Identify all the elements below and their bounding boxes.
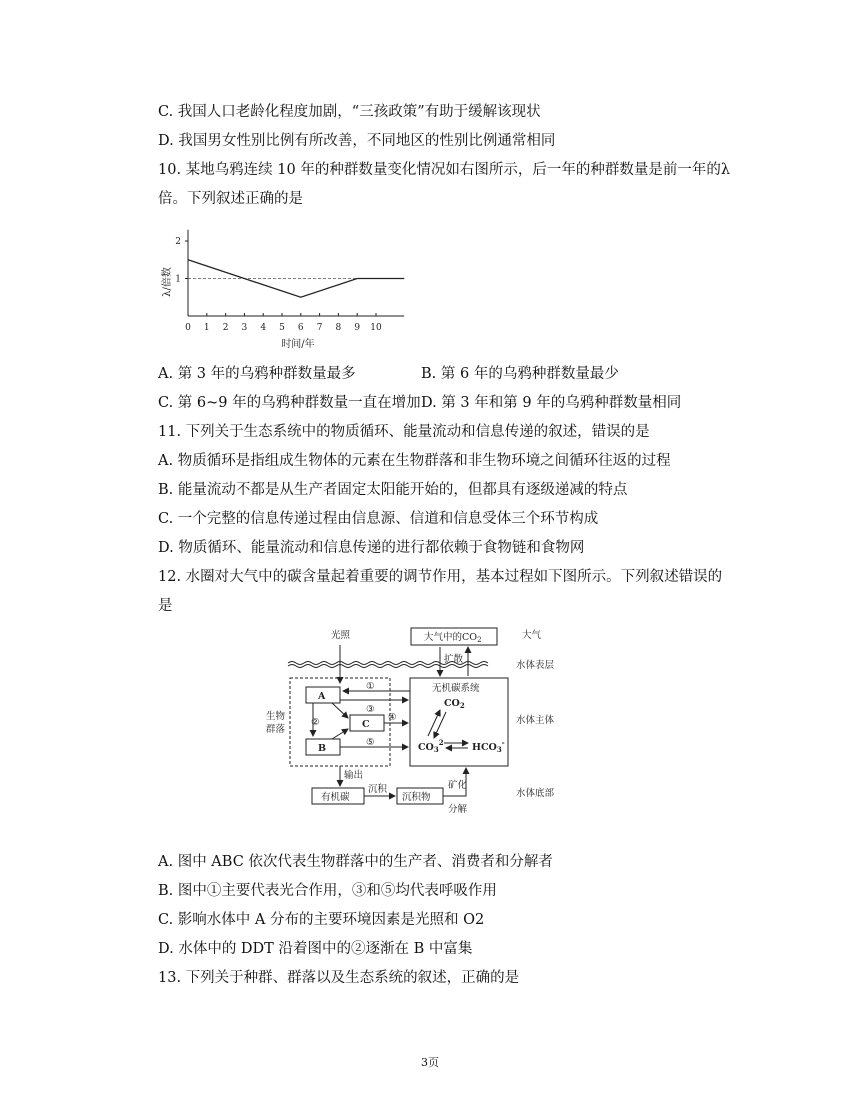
hco3-label: $HCO_3^-$ [472, 738, 505, 754]
q11-option-c: C. 一个完整的信息传递过程由信息源、信道和信息受体三个环节构成 [158, 511, 599, 527]
q10-option-c: C. 第 6~9 年的乌鸦种群数量一直在增加 [158, 395, 421, 411]
q11-option-a: A. 物质循环是指组成生物体的元素在生物群落和非生物环境之间循环往返的过程 [158, 453, 671, 469]
chart-x-tick-label: 7 [316, 323, 323, 333]
chart-x-tick-label: 4 [260, 323, 267, 333]
organic-carbon-label: 有机碳 [321, 792, 350, 803]
arrow-5-label: ⑤ [366, 737, 375, 748]
arrow-3-label: ③ [366, 704, 375, 715]
chart-y-tick-label: 2 [175, 237, 181, 247]
chart-x-tick-label: 2 [222, 323, 229, 333]
output-label: 输出 [344, 770, 364, 781]
arrow-1-label: ① [366, 681, 375, 692]
q10-option-a: A. 第 3 年的乌鸦种群数量最多 [158, 366, 356, 382]
box-b-label: B [318, 743, 327, 754]
q13-stem: 13. 下列关于种群、群落以及生态系统的叙述，正确的是 [158, 970, 520, 986]
water-body-label: 水体主体 [516, 715, 555, 726]
chart-x-tick-label: 0 [185, 323, 191, 333]
atm-co2-label: 大气中的$CO_2$ [424, 632, 482, 644]
q9-option-c: C. 我国人口老龄化程度加剧，“三孩政策”有助于缓解该现状 [158, 104, 541, 120]
chart-ylabel: λ/倍数 [162, 267, 173, 297]
arrow-2-label: ② [311, 717, 320, 728]
atmosphere-label: 大气 [522, 630, 542, 641]
light-label: 光照 [331, 630, 351, 641]
q12-option-a: A. 图中 ABC 依次代表生物群落中的生产者、消费者和分解者 [158, 854, 553, 870]
q12-option-b: B. 图中①主要代表光合作用，③和⑤均代表呼吸作用 [158, 883, 497, 899]
arrow-4-label: ④ [388, 712, 397, 723]
community-label-2: 群落 [266, 724, 286, 735]
chart-x-tick-label: 6 [297, 323, 304, 333]
chart-x-tick-label: 1 [203, 323, 210, 333]
q9-option-d: D. 我国男女性别比例有所改善，不同地区的性别比例通常相同 [158, 133, 556, 149]
mineralization-label-2: 分解 [448, 804, 468, 815]
q11-option-b: B. 能量流动不都是从生产者固定太阳能开始的，但都具有逐级递减的特点 [158, 482, 628, 498]
deposition-label: 沉积 [368, 784, 388, 795]
q10-stem-line1: 10. 某地乌鸦连续 10 年的种群数量变化情况如右图所示，后一年的种群数量是前一年的λ [158, 162, 731, 178]
sediment-label: 沉积物 [402, 792, 431, 803]
box-a-label: A [318, 691, 326, 702]
q12-stem-line2: 是 [158, 598, 173, 614]
water-bottom-label: 水体底部 [516, 788, 555, 799]
chart-y-tick-label: 1 [175, 274, 181, 285]
q12-option-c: C. 影响水体中 A 分布的主要环境因素是光照和 O2 [158, 912, 485, 928]
q10-option-b: B. 第 6 年的乌鸦种群数量最少 [421, 366, 619, 382]
q10-stem-line2: 倍。下列叙述正确的是 [158, 191, 303, 207]
co2-label: $CO_2$ [444, 698, 465, 710]
water-surface-label: 水体表层 [516, 660, 555, 671]
page-number: 3页 [421, 1056, 439, 1069]
q10-option-d: D. 第 3 年和第 9 年的乌鸦种群数量相同 [421, 395, 682, 411]
chart-x-tick-label: 5 [279, 323, 285, 333]
chart-x-tick-label: 3 [241, 323, 248, 333]
mineralization-label-1: 矿化 [448, 780, 468, 791]
community-label-1: 生物 [266, 711, 286, 722]
inorganic-carbon-label: 无机碳系统 [432, 683, 480, 694]
q12-stem-line1: 12. 水圈对大气中的碳含量起着重要的调节作用，基本过程如下图所示。下列叙述错误的 [158, 569, 723, 585]
q11-stem: 11. 下列关于生态系统中的物质循环、能量流动和信息传递的叙述，错误的是 [158, 424, 650, 440]
chart-x-tick-label: 9 [354, 323, 361, 333]
q11-option-d: D. 物质循环、能量流动和信息传递的进行都依赖于食物链和食物网 [158, 540, 585, 556]
chart-x-tick-label: 8 [335, 323, 342, 333]
chart-xlabel: 时间/年 [281, 339, 315, 350]
co3-label: $CO_3^{2-}$ [418, 738, 447, 754]
diffusion-label: 扩散 [444, 654, 464, 665]
q12-option-d: D. 水体中的 DDT 沿着图中的②逐渐在 B 中富集 [158, 941, 473, 957]
box-c-label: C [362, 719, 370, 730]
chart-x-tick-label: 10 [370, 323, 382, 333]
